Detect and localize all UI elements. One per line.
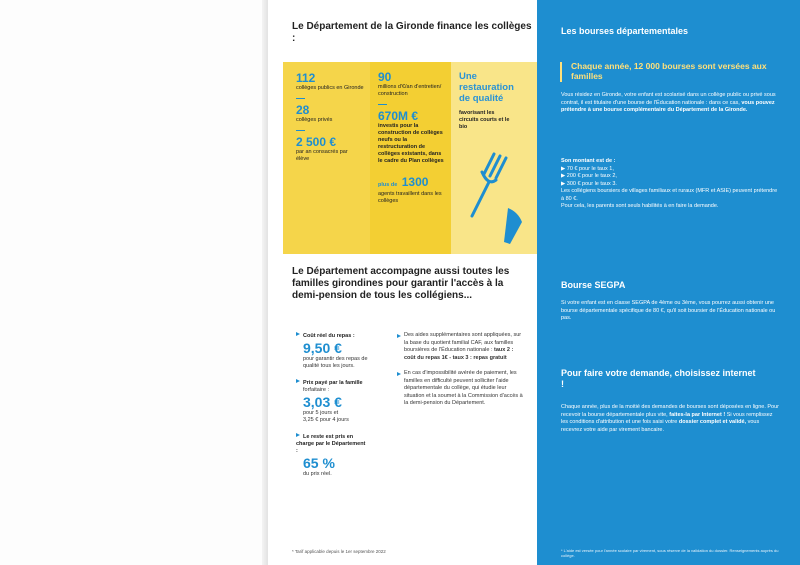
stat-maintenance-value: 90 xyxy=(378,70,392,84)
family-price-label: Prix payé par la famille xyxy=(303,380,363,386)
stat-public-colleges-label: collèges publics en Gironde xyxy=(296,85,364,91)
real-cost-desc: pour garantir des repas de qualité tous les jours. xyxy=(303,356,368,369)
stat-per-student-label: par an consacrés par élève xyxy=(296,149,348,162)
aid-item-text: Des aides supplémentaires sont appliquées, sur la base du quotient familial CAF, aux familles boursières de l'Éducation nationale : xyxy=(404,332,522,353)
amounts-block xyxy=(561,158,781,211)
stat-investment-label: investis pour la construction de collèges neufs ou la restructuration de collèges existants, dans le cadre du Plan collèges xyxy=(378,123,444,164)
dept-share-label: Le reste est pris en charge par le Département : xyxy=(296,434,366,454)
dept-share-item xyxy=(296,433,385,478)
amounts-title: Son montant est de : xyxy=(561,158,616,164)
divider xyxy=(296,98,305,99)
section-title-demi-pension: Le Département accompagne aussi toutes les familles girondines pour garantir l'accès à la demi-pension de tous les collégiens... xyxy=(292,266,510,301)
page-fold-shadow xyxy=(262,0,268,565)
restauration-text: favorisant les circuits courts et le bio xyxy=(459,110,510,130)
family-price-item xyxy=(296,379,385,424)
segpa-text: Si votre enfant est en classe SEGPA de 4ème ou 3ème, vous pourrez aussi obtenir une bourse départementale spécifique de 80 €, qu'il soit boursier de l'Éducation nationale ou pas. xyxy=(561,300,776,321)
online-heading: Pour faire votre demande, choisissez internet ! xyxy=(561,368,756,389)
stat-private-colleges-label: collèges privés xyxy=(296,117,333,123)
stat-agents-label: agents travaillent dans les collèges xyxy=(378,191,442,204)
bullet-arrow-icon xyxy=(397,334,401,338)
online-text-a: Chaque année, plus de la moitié des demandes de bourses sont déposées en ligne. Pour recevoir la bourse départementale plus vite, xyxy=(561,404,780,418)
real-cost-item xyxy=(296,332,385,370)
aid-panel xyxy=(391,327,525,416)
stats-column-restauration xyxy=(451,62,537,254)
amount-rate-2: ▶ 200 € pour le taux 2, xyxy=(561,173,617,179)
bourses-intro xyxy=(561,92,781,115)
aid-item-difficulty xyxy=(397,370,525,408)
bourses-intro-bold: vous pouvez prétendre à une bourse complémentaire du Département de la Gironde. xyxy=(561,99,775,113)
middle-page xyxy=(275,0,537,565)
family-price-sublabel: forfaitaire : xyxy=(303,387,329,393)
bullet-arrow-icon xyxy=(296,379,300,383)
online-text-e: vous recevrez votre aide par virement bancaire. xyxy=(561,419,760,433)
amount-rate-3: ▶ 300 € pour le taux 3. xyxy=(561,180,617,187)
stats-column-colleges xyxy=(283,62,370,254)
segpa-heading: Bourse SEGPA xyxy=(561,280,626,290)
aid-item-bold: taux 2 : coût du repas 1€ - taux 3 : repas gratuit xyxy=(404,347,514,361)
bourses-footnote: * L'aide est versée pour l'année scolaire par virement, sous réserve de la validation du dossier. Renseignements auprès du collège. xyxy=(561,548,779,558)
price-panel xyxy=(283,327,385,535)
bullet-arrow-icon xyxy=(296,433,300,437)
bourses-panel xyxy=(537,0,800,565)
bourses-subheading: Chaque année, 12 000 bourses sont versées aux familles xyxy=(571,61,767,81)
online-text-link: faites-la par Internet ! xyxy=(669,411,726,418)
bourses-intro-text: Vous résidez en Gironde, votre enfant est scolarisé dans un collège public ou privé sous contrat, il est titulaire d'une bourse de l'Éducation nationale : dans ce cas, xyxy=(561,92,776,106)
divider xyxy=(378,104,387,105)
stat-investment-value: 670M € xyxy=(378,109,419,123)
dept-share-value: 65 % xyxy=(303,455,335,471)
blank-page-left xyxy=(0,0,268,565)
restauration-title: Une restauration de qualité xyxy=(459,71,514,104)
fork-knife-icon xyxy=(466,146,526,246)
family-price-value: 3,03 € xyxy=(303,394,342,410)
stats-column-budget xyxy=(370,62,451,254)
stat-public-colleges-value: 112 xyxy=(296,71,316,85)
bullet-arrow-icon xyxy=(397,372,401,376)
aid-item-bourse xyxy=(397,332,525,362)
section-title-finance: Le Département de la Gironde finance les collèges : xyxy=(292,21,532,44)
real-cost-label: Coût réel du repas : xyxy=(303,333,355,339)
amount-rate-1: ▶ 70 € pour le taux 1, xyxy=(561,165,614,172)
stat-agents-value: 1300 xyxy=(401,175,429,189)
aid-item-text: En cas d'impossibilité avérée de paiement, les familles en difficulté peuvent solliciter l'aide départementale du collège, qui étudie leur situation et la soumet à la Commission d'accès à la demi-pension du Département. xyxy=(404,370,523,406)
online-text-bold: dossier complet et validé, xyxy=(678,419,747,425)
stats-block xyxy=(283,62,537,254)
real-cost-value: 9,50 € xyxy=(303,340,342,356)
divider xyxy=(296,130,305,131)
parents-text: Pour cela, les parents sont seuls habilités à en faire la demande. xyxy=(561,203,719,209)
online-text-c: Si vous remplissez les conditions d'attribution et une fois saisi votre xyxy=(561,411,773,425)
stat-agents-prefix: plus de xyxy=(378,182,398,188)
stat-per-student-value: 2 500 € xyxy=(296,135,337,149)
stat-agents xyxy=(378,173,451,191)
footnote: * Tarif applicable depuis le 1er septembre 2022 xyxy=(292,549,386,554)
stat-private-colleges-value: 28 xyxy=(296,103,310,117)
rural-families-text: Les collégiens boursiers de villages familiaux et ruraux (MFR et ASIE) peuvent prétendre à 80 €. xyxy=(561,188,778,202)
online-text xyxy=(561,404,781,434)
bullet-arrow-icon xyxy=(296,332,300,336)
family-price-desc: pour 5 jours et 3,25 € pour 4 jours xyxy=(303,410,349,423)
stat-maintenance-label: millions d'€/an d'entretien/ construction xyxy=(378,84,442,97)
accent-bar xyxy=(560,62,562,82)
dept-share-desc: du prix réel. xyxy=(303,471,332,477)
bourses-heading: Les bourses départementales xyxy=(561,26,689,36)
